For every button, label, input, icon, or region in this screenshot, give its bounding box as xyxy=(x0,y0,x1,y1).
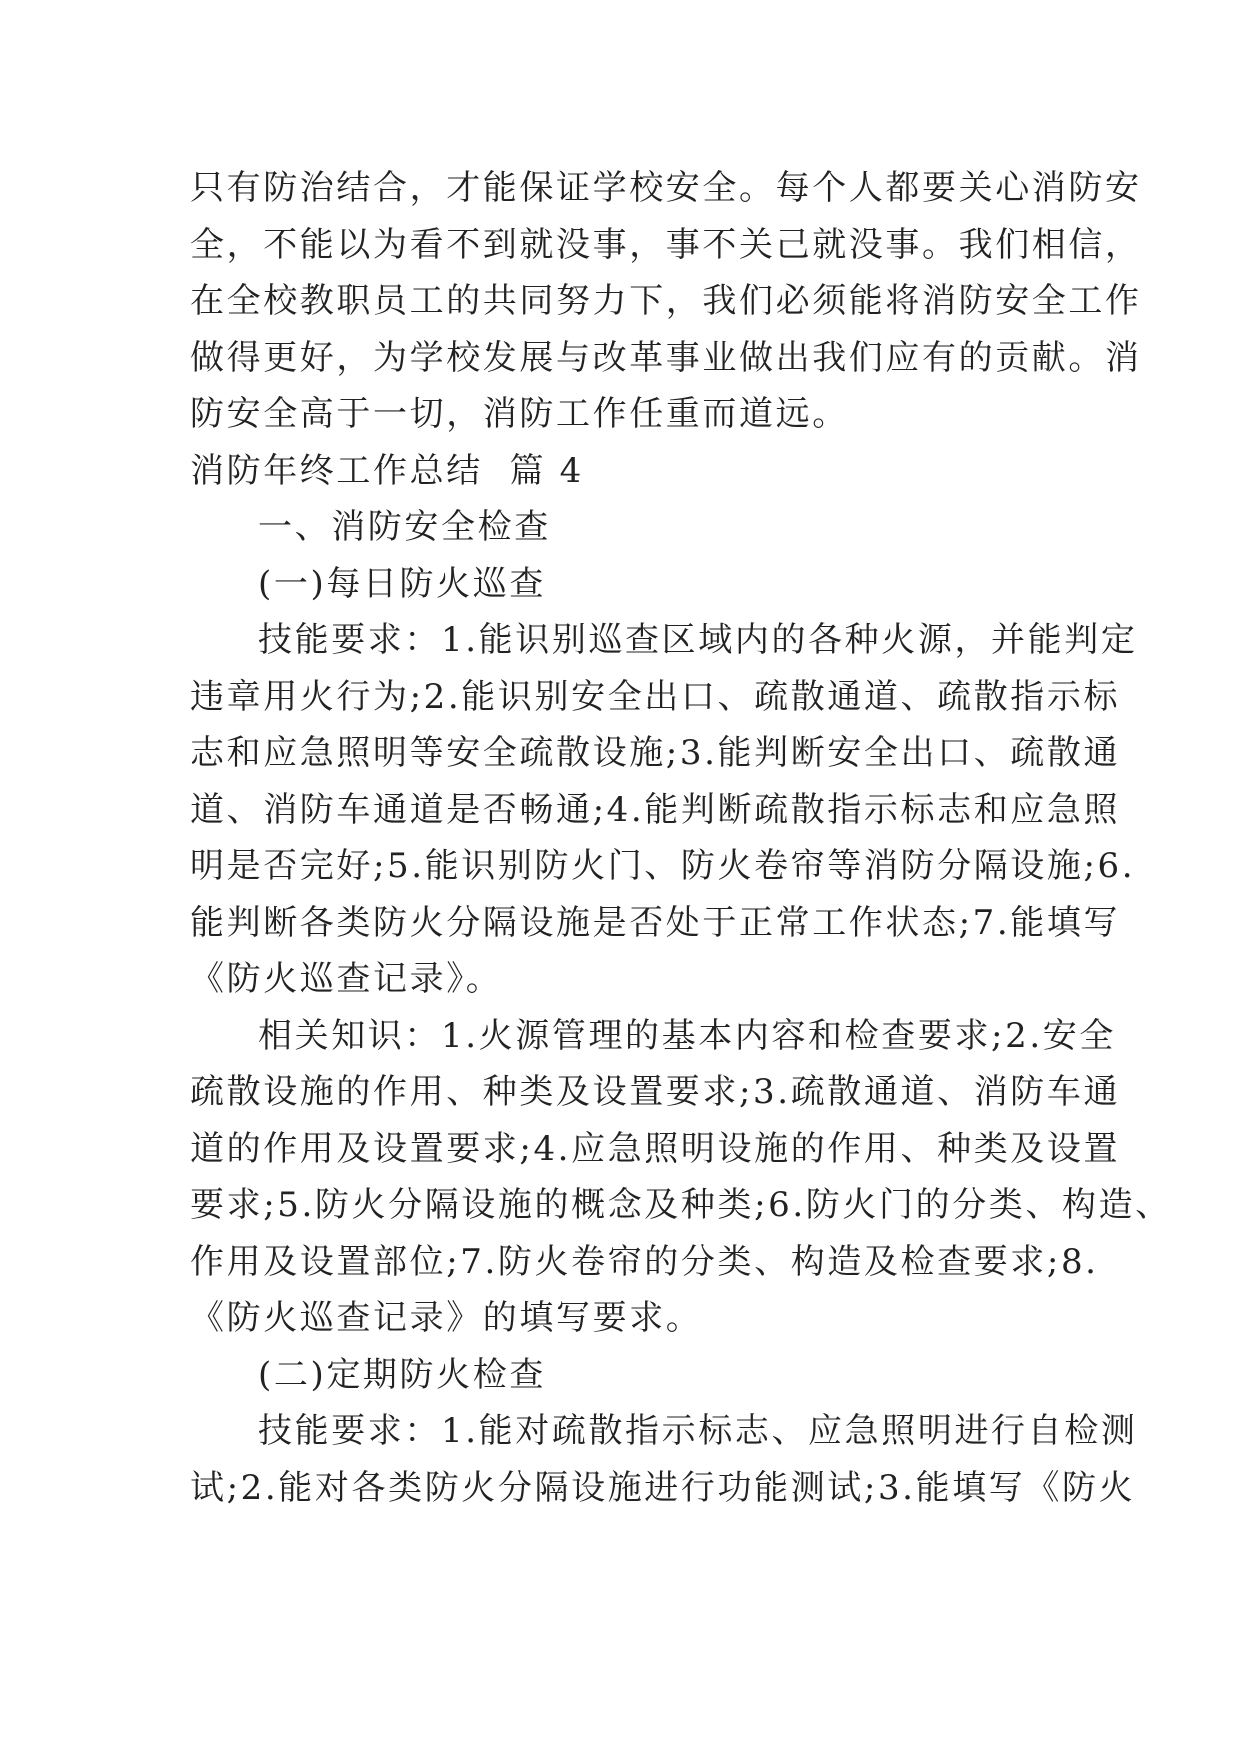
skills-line: 技能要求：1.能对疏散指示标志、应急照明进行自检测 xyxy=(258,1411,1138,1451)
skills-line: 明是否完好;5.能识别防火门、防火卷帘等消防分隔设施;6. xyxy=(190,846,1136,886)
knowledge-line: 作用及设置部位;7.防火卷帘的分类、构造及检查要求;8. xyxy=(190,1241,1099,1282)
knowledge-paragraph xyxy=(190,1008,1172,1347)
knowledge-line: 要求;5.防火分隔设施的概念及种类;6.防火门的分类、构造、 xyxy=(190,1185,1172,1225)
intro-line: 防安全高于一切，消防工作任重而道远。 xyxy=(190,394,849,434)
skills-line: 道、消防车通道是否畅通;4.能判断疏散指示标志和应急照 xyxy=(190,789,1121,830)
intro-line: 只有防治结合，才能保证学校安全。每个人都要关心消防安 xyxy=(190,168,1142,208)
intro-paragraph xyxy=(190,160,1142,443)
intro-line: 全，不能以为看不到就没事，事不关己就没事。我们相信， xyxy=(190,224,1142,265)
document-title: 消防年终工作总结 篇 4 xyxy=(190,450,584,491)
skills-line: 技能要求：1.能识别巡查区域内的各种火源，并能判定 xyxy=(258,620,1138,660)
skills-line: 志和应急照明等安全疏散设施;3.能判断安全出口、疏散通 xyxy=(190,733,1121,773)
skills-line: 《防火巡查记录》。 xyxy=(190,959,503,999)
skills-line: 能判断各类防火分隔设施是否处于正常工作状态;7.能填写 xyxy=(190,902,1121,943)
skills-paragraph xyxy=(190,612,1138,1008)
knowledge-line: 疏散设施的作用、种类及设置要求;3.疏散通道、消防车通 xyxy=(190,1072,1121,1112)
skills-line: 试;2.能对各类防火分隔设施进行功能测试;3.能填写《防火 xyxy=(190,1467,1136,1508)
skills-line: 违章用火行为;2.能识别安全出口、疏散通道、疏散指示标 xyxy=(190,676,1121,717)
intro-line: 做得更好，为学校发展与改革事业做出我们应有的贡献。消 xyxy=(190,337,1142,378)
subsection-heading: (一)每日防火巡查 xyxy=(258,563,546,604)
knowledge-line: 相关知识：1.火源管理的基本内容和检查要求;2.安全 xyxy=(258,1015,1116,1056)
section-heading: 一、消防安全检查 xyxy=(258,507,551,547)
subsection-heading: (二)定期防火检查 xyxy=(258,1354,546,1395)
knowledge-line: 道的作用及设置要求;4.应急照明设施的作用、种类及设置 xyxy=(190,1128,1121,1169)
intro-line: 在全校教职员工的共同努力下，我们必须能将消防安全工作 xyxy=(190,281,1142,321)
skills-paragraph xyxy=(190,1403,1138,1516)
knowledge-line: 《防火巡查记录》的填写要求。 xyxy=(190,1298,703,1338)
document-body xyxy=(190,160,1172,1516)
